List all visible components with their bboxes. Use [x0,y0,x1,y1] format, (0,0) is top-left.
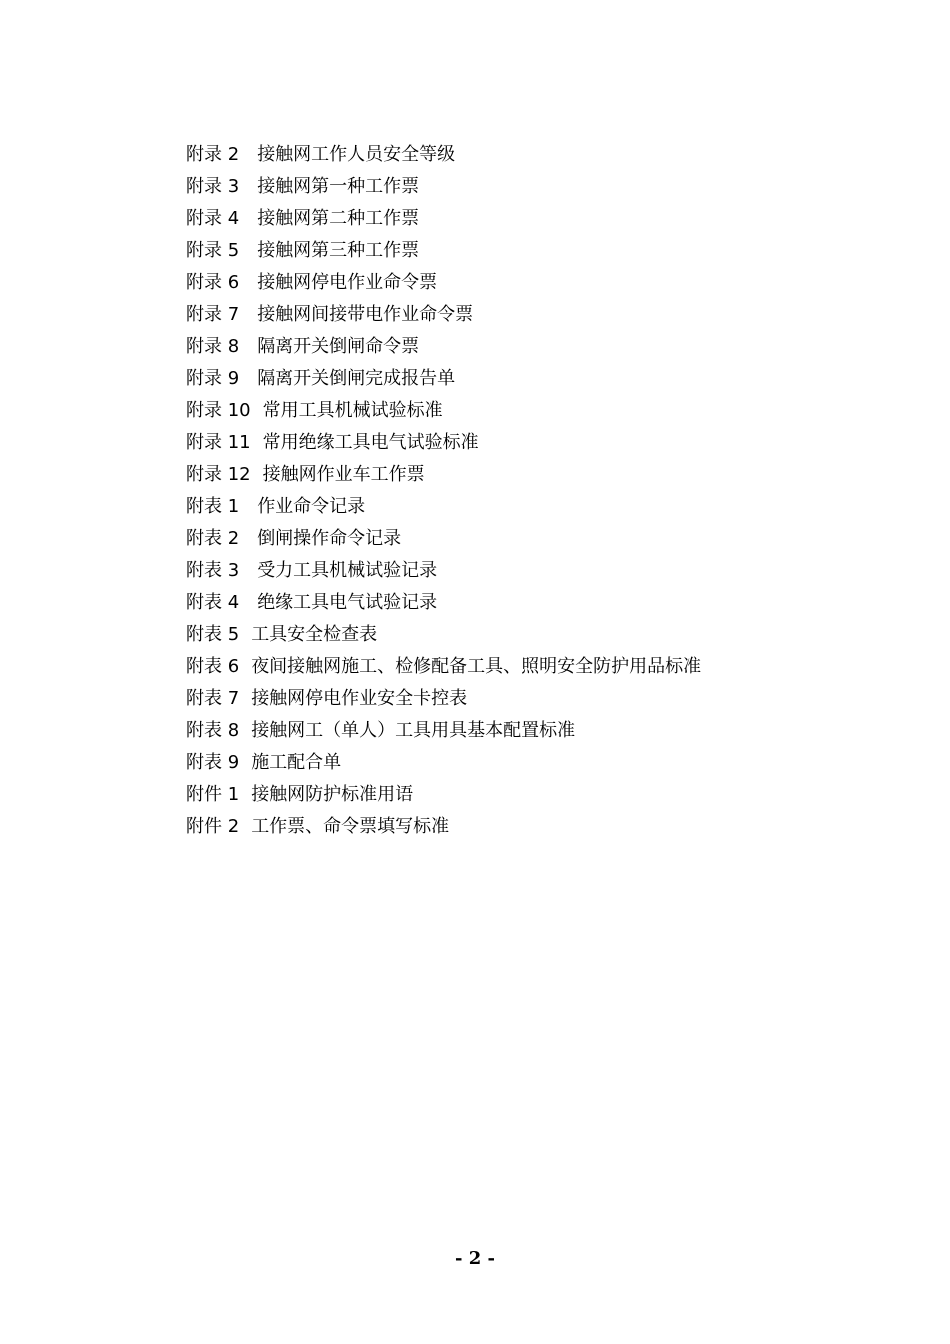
list-item [186,715,886,747]
item-title: 接触网间接带电作业命令票 [257,304,474,325]
list-item [186,747,886,779]
item-title: 接触网第三种工作票 [257,240,420,261]
list-item [186,651,886,683]
item-label: 附表 9 [186,752,240,773]
item-title: 倒闸操作命令记录 [257,528,402,549]
item-title: 接触网工作人员安全等级 [257,144,456,165]
item-label: 附录 12 [186,464,251,485]
item-title: 接触网停电作业安全卡控表 [251,688,468,709]
item-label: 附表 6 [186,656,240,677]
item-title: 夜间接触网施工、检修配备工具、照明安全防护用品标准 [251,656,702,677]
item-title: 绝缘工具电气试验记录 [257,592,438,613]
item-title: 常用绝缘工具电气试验标准 [262,432,479,453]
list-item [186,395,886,427]
item-title: 隔离开关倒闸完成报告单 [257,368,456,389]
item-title: 施工配合单 [251,752,342,773]
list-item [186,555,886,587]
list-item [186,235,886,267]
item-title: 受力工具机械试验记录 [257,560,438,581]
list-item [186,523,886,555]
item-title: 常用工具机械试验标准 [262,400,443,421]
item-label: 附录 2 [186,144,240,165]
item-label: 附录 5 [186,240,240,261]
list-item [186,203,886,235]
list-item [186,619,886,651]
item-title: 接触网防护标准用语 [251,784,414,805]
list-item [186,139,886,171]
item-label: 附录 3 [186,176,240,197]
item-title: 工具安全检查表 [251,624,378,645]
list-item [186,427,886,459]
item-label: 附录 7 [186,304,240,325]
list-item [186,491,886,523]
item-label: 附件 1 [186,784,240,805]
list-item [186,587,886,619]
item-label: 附录 10 [186,400,251,421]
list-item [186,811,886,843]
item-label: 附表 8 [186,720,240,741]
item-title: 接触网作业车工作票 [262,464,425,485]
item-title: 接触网第二种工作票 [257,208,420,229]
list-item [186,171,886,203]
item-title: 接触网第一种工作票 [257,176,420,197]
item-label: 附件 2 [186,816,240,837]
item-label: 附表 2 [186,528,240,549]
appendix-list [186,139,886,843]
item-title: 作业命令记录 [257,496,366,517]
item-label: 附录 8 [186,336,240,357]
item-label: 附录 11 [186,432,251,453]
list-item [186,779,886,811]
list-item [186,267,886,299]
item-title: 工作票、命令票填写标准 [251,816,450,837]
list-item [186,459,886,491]
item-title: 接触网工（单人）工具用具基本配置标准 [251,720,576,741]
list-item [186,363,886,395]
item-label: 附录 6 [186,272,240,293]
item-label: 附录 4 [186,208,240,229]
page-number: - 2 - [455,1248,495,1269]
item-label: 附表 7 [186,688,240,709]
item-label: 附表 1 [186,496,240,517]
list-item [186,331,886,363]
item-label: 附表 3 [186,560,240,581]
item-label: 附表 5 [186,624,240,645]
item-label: 附表 4 [186,592,240,613]
item-label: 附录 9 [186,368,240,389]
list-item [186,299,886,331]
list-item [186,683,886,715]
item-title: 接触网停电作业命令票 [257,272,438,293]
item-title: 隔离开关倒闸命令票 [257,336,420,357]
